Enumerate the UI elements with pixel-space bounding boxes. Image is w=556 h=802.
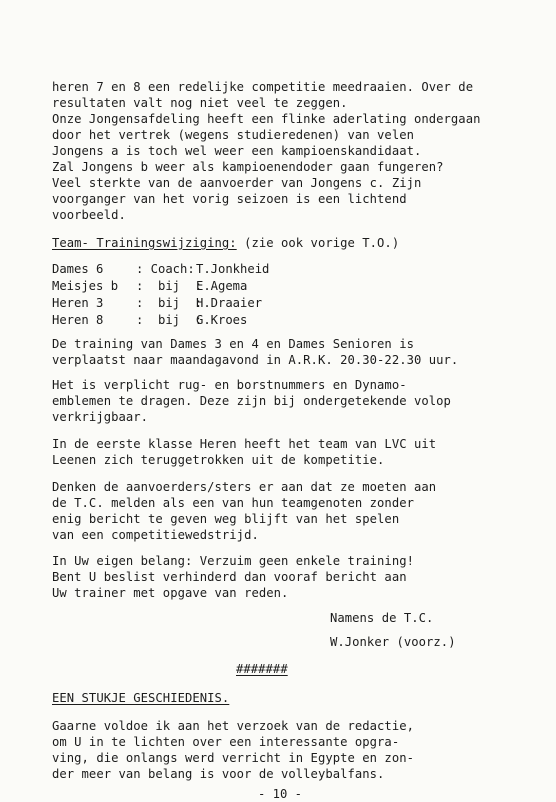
intro-line: door het vertrek (wegens studieredenen) van velen — [52, 128, 414, 142]
intro-line: heren 7 en 8 een redelijke competitie meedraaien. Over de — [52, 80, 474, 94]
paragraph-line: verkrijgbaar. — [52, 410, 149, 424]
roster-name: G.Kroes — [196, 313, 248, 327]
history-line: ving, die onlangs werd verricht in Egypte en zon- — [52, 751, 414, 765]
intro-line: Veel sterkte van de aanvoerder van Jongens c. Zijn — [52, 176, 422, 190]
history-heading: EEN STUKJE GESCHIEDENIS. — [52, 691, 230, 705]
training-heading: Team- Trainingswijziging: — [52, 236, 237, 250]
paragraph-line: Leenen zich teruggetrokken uit de kompetitie. — [52, 453, 385, 467]
paragraph-line: verplaatst naar maandagavond in A.R.K. 20.30-22.30 uur. — [52, 353, 459, 367]
paragraph-line: In de eerste klasse Heren heeft het team van LVC uit — [52, 437, 437, 451]
roster-row — [52, 312, 269, 329]
roster-team: Meisjes b — [52, 279, 119, 293]
history-line: Gaarne voldoe ik aan het verzoek van de redactie, — [52, 719, 414, 733]
intro-line: resultaten valt nog niet veel te zeggen. — [52, 96, 348, 110]
roster-role: : bij : — [136, 313, 203, 327]
signature-on-behalf: Namens de T.C. — [330, 611, 434, 625]
intro-line: Jongens a is toch wel weer een kampioenskandidaat. — [52, 144, 422, 158]
paragraph-line: de T.C. melden als een van hun teamgenoten zonder — [52, 496, 414, 510]
intro-line: voorganger van het vorig seizoen is een lichtend — [52, 192, 407, 206]
training-roster — [52, 261, 269, 329]
paragraph-line: De training van Dames 3 en 4 en Dames Senioren is — [52, 337, 414, 351]
section-divider: ####### — [236, 662, 288, 676]
roster-row — [52, 295, 269, 312]
paragraph-line: Uw trainer met opgave van reden. — [52, 586, 289, 600]
paragraph-line: enig bericht te geven weg blijft van het spelen — [52, 512, 400, 526]
paragraph-line: Bent U beslist verhinderd dan vooraf bericht aan — [52, 570, 407, 584]
page-number: - 10 - — [258, 787, 303, 801]
paragraph-line: Het is verplicht rug- en borstnummers en Dynamo- — [52, 378, 407, 392]
intro-line: voorbeeld. — [52, 208, 126, 222]
paragraph-line: In Uw eigen belang: Verzuim geen enkele training! — [52, 554, 414, 568]
roster-role: : bij : — [136, 279, 203, 293]
roster-row — [52, 278, 269, 295]
training-heading-line — [52, 235, 399, 251]
roster-name: E.Agema — [196, 279, 248, 293]
roster-row — [52, 261, 269, 278]
roster-team: Heren 3 — [52, 296, 104, 310]
roster-team: Heren 8 — [52, 313, 104, 327]
history-line: om U in te lichten over een interessante opgra- — [52, 735, 400, 749]
paragraph-line: emblemen te dragen. Deze zijn bij ondergetekende volop — [52, 394, 451, 408]
roster-role: : bij : — [136, 296, 203, 310]
roster-name: H.Draaier — [196, 296, 263, 310]
roster-role: : Coach: — [136, 262, 195, 276]
intro-line: Zal Jongens b weer als kampioenendoder gaan fungeren? — [52, 160, 444, 174]
history-line: der meer van belang is voor de volleybalfans. — [52, 767, 385, 781]
training-heading-note: (zie ook vorige T.O.) — [236, 236, 400, 250]
paragraph-line: Denken de aanvoerders/sters er aan dat ze moeten aan — [52, 480, 437, 494]
roster-team: Dames 6 — [52, 262, 104, 276]
roster-name: T.Jonkheid — [196, 262, 270, 276]
intro-line: Onze Jongensafdeling heeft een flinke aderlating ondergaan — [52, 112, 481, 126]
signature-name: W.Jonker (voorz.) — [330, 635, 456, 649]
paragraph-line: van een competitiewedstrijd. — [52, 528, 259, 542]
